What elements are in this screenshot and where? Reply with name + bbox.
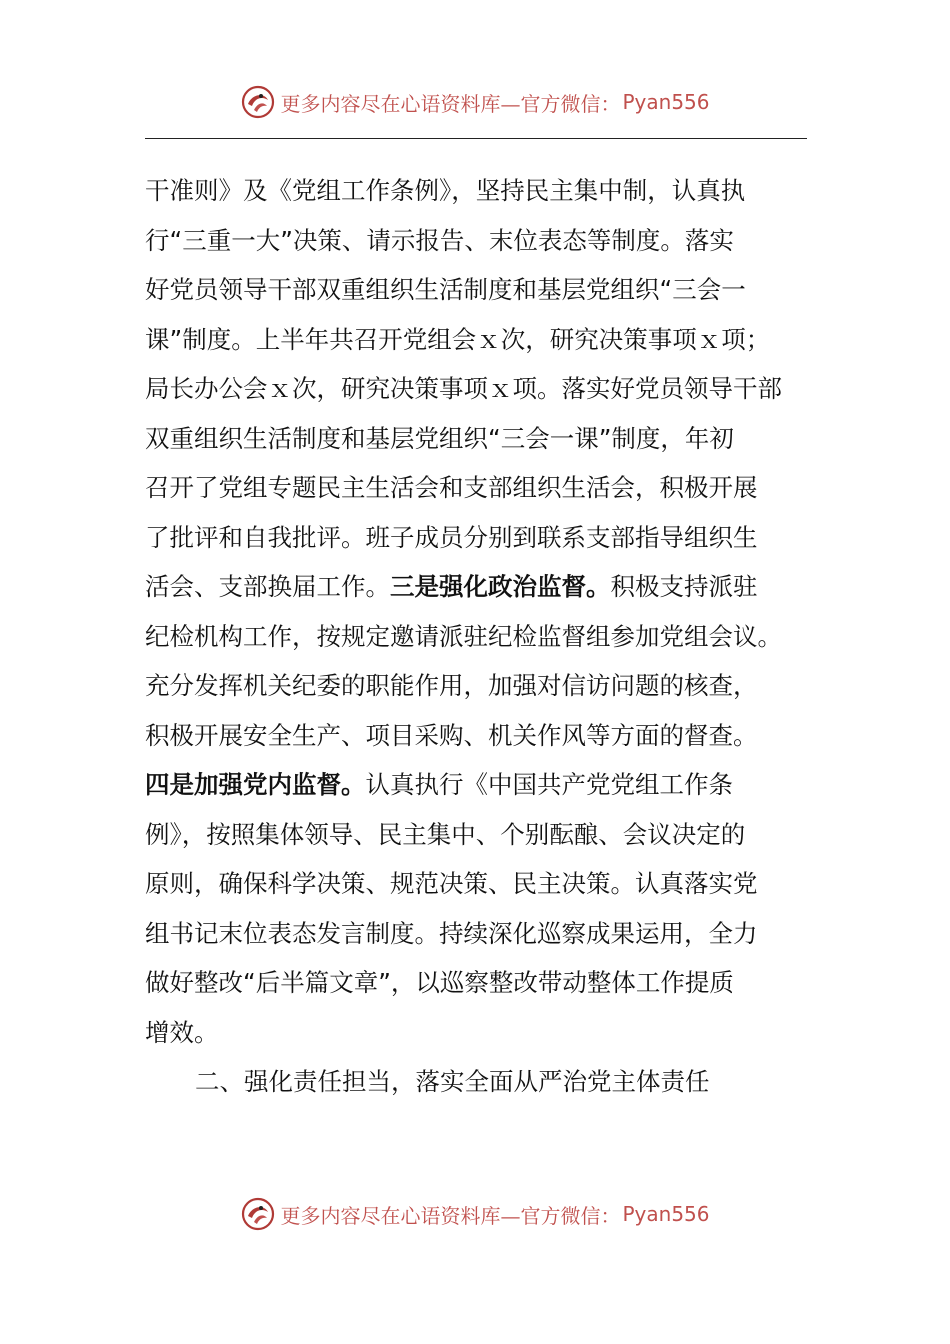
body-line: 例》，按照集体领导、民主集中、个别酝酿、会议决定的 [145,819,746,849]
body-line: 积极开展安全生产、项目采购、机关作风等方面的督查。 [145,720,758,750]
body-line: 做好整改“后半篇文章”，以巡察整改带动整体工作提质 [145,968,734,997]
body-line: 好党员领导干部双重组织生活制度和基层党组织“三会一 [145,275,746,304]
body-line: 双重组织生活制度和基层党组织“三会一课”制度，年初 [145,423,734,453]
body-line: 活会、支部换届工作。三是强化政治监督。积极支持派驻 [145,572,758,601]
body-line: 纪检机构工作，按规定邀请派驻纪检监督组参加党组会议。 [145,621,782,651]
header-text: 更多内容尽在心语资料库—官方微信： [280,91,621,116]
body-line: 课”制度。上半年共召开党组会ｘ次，研究决策事项ｘ项； [145,324,771,354]
header-banner [0,82,950,122]
bold-heading-4: 四是加强党内监督。 [145,770,366,799]
body-line: 召开了党组专题民主生活会和支部组织生活会，积极开展 [145,473,758,502]
document-body [145,166,807,1107]
footer-text: 更多内容尽在心语资料库—官方微信： [280,1203,621,1228]
body-line: 干准则》及《党组工作条例》，坚持民主集中制，认真执 [145,176,746,205]
header-wechat-id: Pyan556 [622,90,710,114]
swirl-logo-icon [240,84,276,120]
body-line: 四是加强党内监督。认真执行《中国共产党党组工作条 [145,770,733,799]
body-line: 了批评和自我批评。班子成员分别到联系支部指导组织生 [145,522,758,552]
section-heading: 二、强化责任担当，落实全面从严治党主体责任 [195,1067,710,1096]
body-line: 组书记末位表态发言制度。持续深化巡察成果运用，全力 [145,918,758,948]
body-line: 局长办公会ｘ次，研究决策事项ｘ项。落实好党员领导干部 [145,374,782,403]
body-line: 充分发挥机关纪委的职能作用，加强对信访问题的核查， [145,671,758,700]
body-line: 原则，确保科学决策、规范决策、民主决策。认真落实党 [145,869,758,898]
body-line: 增效。 [145,1017,219,1047]
footer-wechat-id: Pyan556 [622,1202,710,1226]
bold-heading-3: 三是强化政治监督。 [390,572,611,601]
header-divider [145,138,807,139]
body-line: 行“三重一大”决策、请示报告、末位表态等制度。落实 [145,225,734,255]
swirl-logo-icon [240,1196,276,1232]
footer-banner [0,1194,950,1234]
